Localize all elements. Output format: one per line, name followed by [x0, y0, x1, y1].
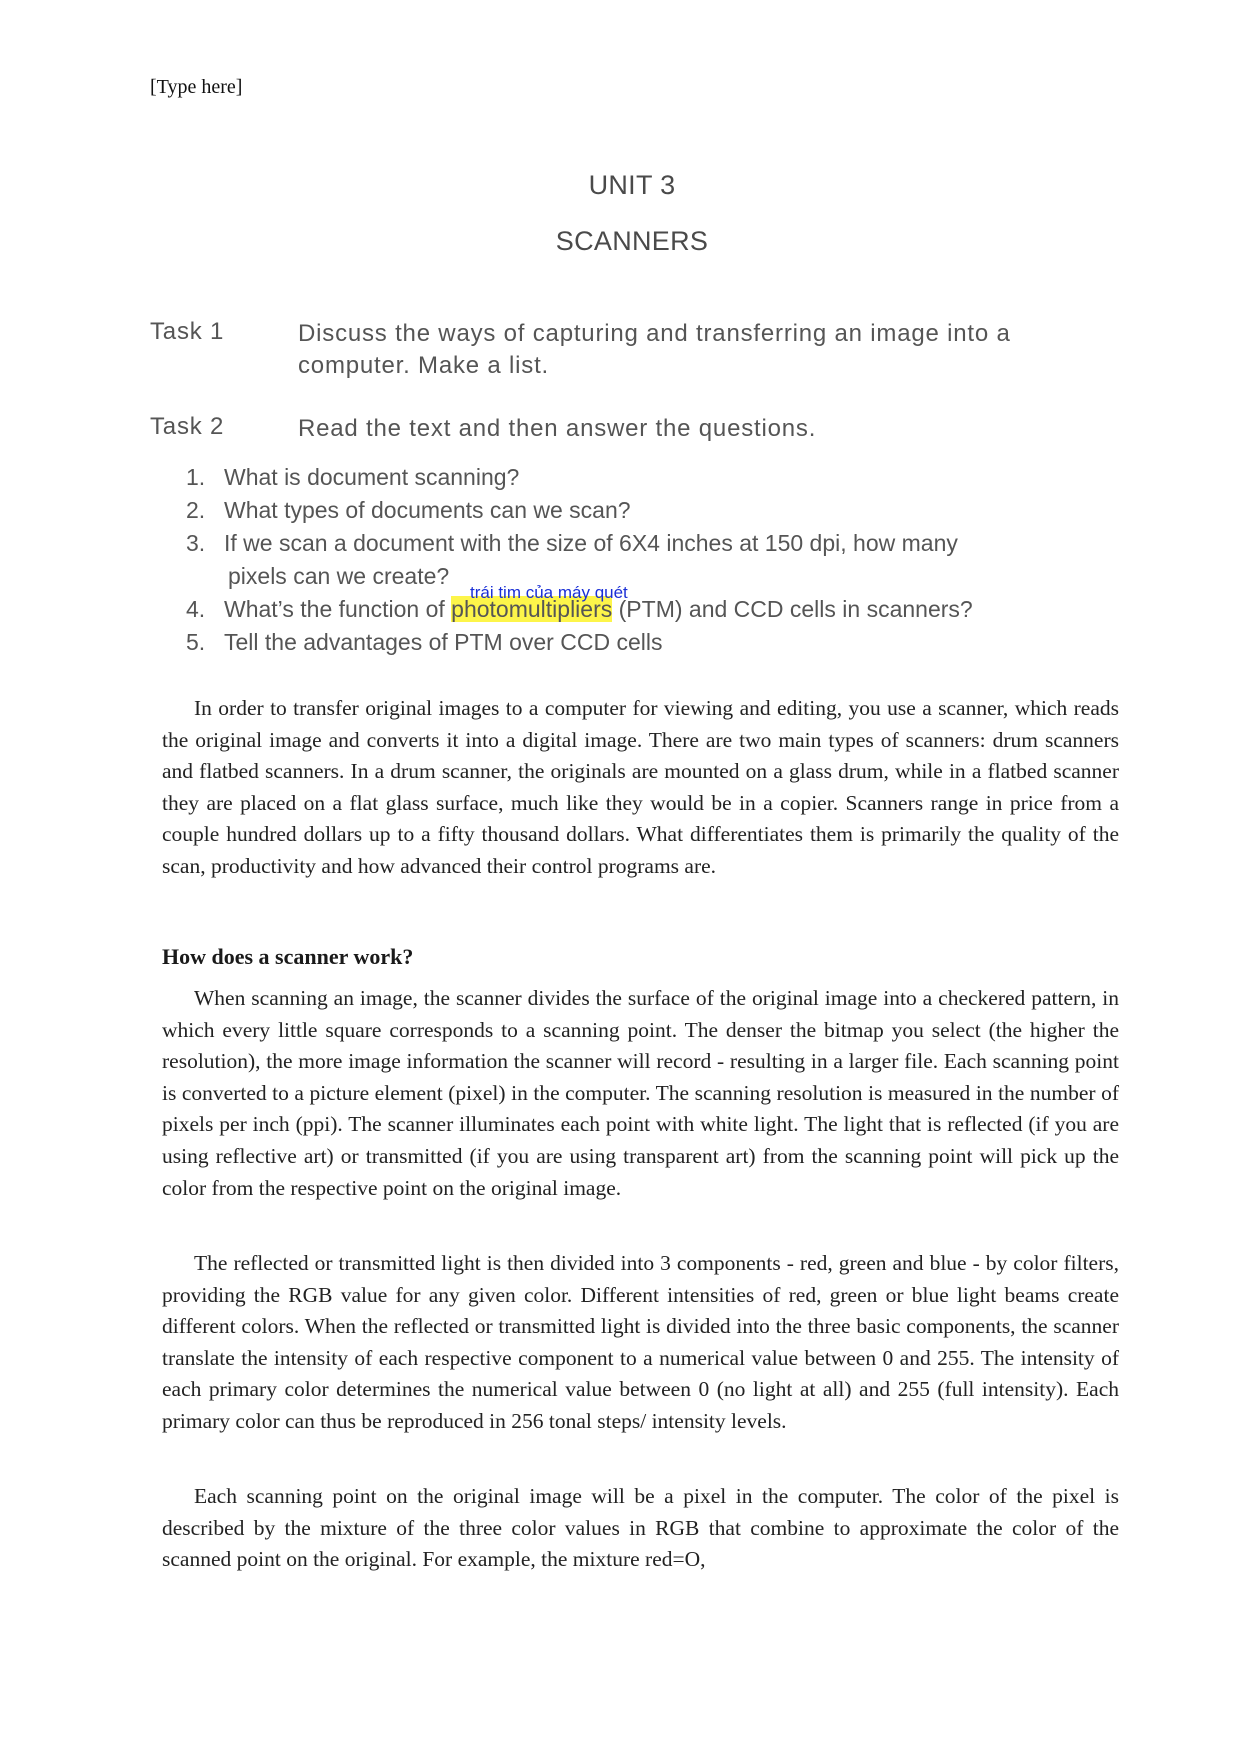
body-paragraph: Each scanning point on the original image will be a pixel in the computer. The color of the pixel is described by the mixture of the three color values in RGB that combine to approximate the color of the scanned point on the original. For example, the mixture red=O,: [162, 1484, 1119, 1572]
list-item: [150, 461, 1050, 494]
highlighted-term[interactable]: photomultipliers: [451, 596, 613, 622]
question-text: What is document scanning?: [224, 464, 520, 490]
unit-subtitle: SCANNERS: [555, 226, 709, 256]
unit-title: UNIT 3: [588, 170, 676, 200]
header-placeholder[interactable]: [Type here]: [150, 76, 243, 98]
task-label: Task 1: [150, 318, 225, 345]
question-text-continuation: pixels can we create?: [228, 563, 450, 589]
list-item: [150, 626, 1050, 659]
question-text: Tell the advantages of PTM over CCD cells: [224, 629, 663, 655]
body-paragraph: The reflected or transmitted light is then divided into 3 components - red, green and blue - by color filters, providing the RGB value for any given color. Different intensities of red, green or blue light beams create different colors. When the reflected or transmitted light is divided into the three basic components, the scanner translate the intensity of each respective component to a numerical value between 0 and 255. The intensity of each primary color determines the numerical value between 0 (no light at all) and 255 (full intensity). Each primary color can thus be reproduced in 256 tonal steps/ intensity levels.: [162, 1251, 1119, 1433]
question-text: What’s the function of: [224, 596, 452, 622]
question-number: 2.: [186, 497, 206, 523]
section-heading: How does a scanner work?: [162, 944, 414, 969]
question-number: 4.: [186, 596, 206, 622]
question-number: 5.: [186, 629, 206, 655]
handwritten-note-annotation[interactable]: trái tim của máy quét: [470, 583, 628, 602]
list-item: [150, 494, 1050, 527]
question-number: 3.: [186, 530, 206, 556]
task-text: Read the text and then answer the questions.: [298, 415, 817, 442]
task-label: Task 2: [150, 413, 225, 440]
task-text: Discuss the ways of capturing and transferring an image into a computer. Make a list.: [298, 320, 1011, 379]
body-paragraph: When scanning an image, the scanner divides the surface of the original image into a checkered pattern, in which every little square corresponds to a scanning point. The denser the bitmap you select (the higher the resolution), the more image information the scanner will record - resulting in a larger file. Each scanning point is converted to a picture element (pixel) in the computer. The scanning resolution is measured in the number of pixels per inch (ppi). The scanner illuminates each point with white light. The light that is reflected (if you are using reflective art) or transmitted (if you are using transparent art) from the scanning point will pick up the color from the respective point on the original image.: [162, 986, 1119, 1200]
question-text: (PTM) and CCD cells in scanners?: [612, 596, 973, 622]
question-text: If we scan a document with the size of 6X4 inches at 150 dpi, how many: [224, 530, 958, 556]
question-list: [150, 461, 1050, 659]
body-paragraph: In order to transfer original images to a computer for viewing and editing, you use a scanner, which reads the original image and converts it into a digital image. There are two main types of scanners: drum scanners and flatbed scanners. In a drum scanner, the originals are mounted on a glass drum, while in a flatbed scanner they are placed on a flat glass surface, much like they would be in a copier. Scanners range in price from a couple hundred dollars up to a fifty thousand dollars. What differentiates them is primarily the quality of the scan, productivity and how advanced their control programs are.: [162, 696, 1119, 878]
question-number: 1.: [186, 464, 206, 490]
question-text: What types of documents can we scan?: [224, 497, 631, 523]
